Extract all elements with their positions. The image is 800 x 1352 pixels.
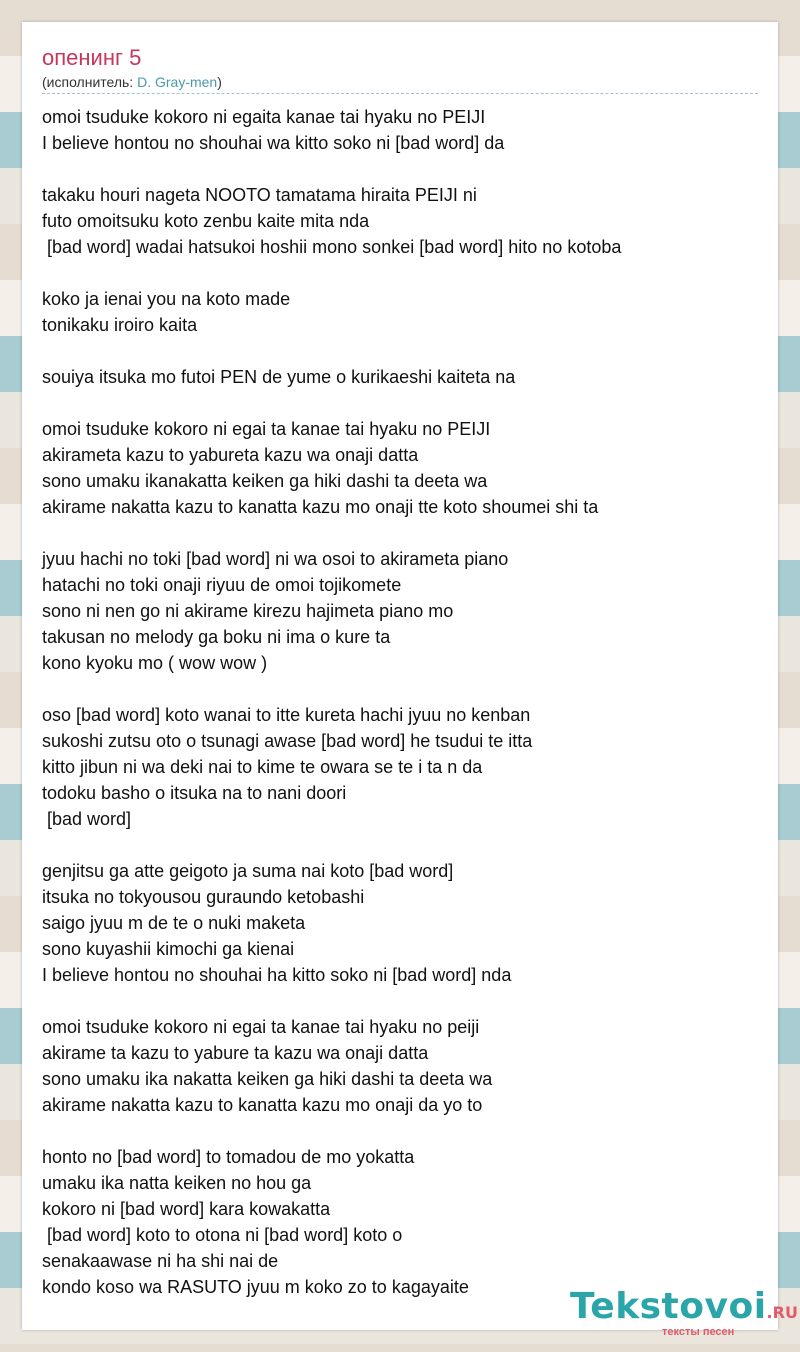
lyric-line: sukoshi zutsu oto o tsunagi awase [bad word] he tsudui te itta: [42, 731, 533, 751]
lyric-line: jyuu hachi no toki [bad word] ni wa osoi to akirameta piano: [42, 549, 509, 569]
lyric-blank-line: [42, 1118, 762, 1144]
lyric-line: genjitsu ga atte geigoto ja suma nai koto [bad word]: [42, 861, 454, 881]
lyric-line: souiya itsuka mo futoi PEN de yume o kurikaeshi kaiteta na: [42, 367, 516, 387]
lyric-blank-line: [42, 988, 762, 1014]
lyric-blank-line: [42, 260, 762, 286]
lyric-line: oso [bad word] koto wanai to itte kureta hachi jyuu no kenban: [42, 705, 531, 725]
lyric-line: takusan no melody ga boku ni ima o kure ta: [42, 627, 391, 647]
lyric-line: akirameta kazu to yabureta kazu wa onaji datta: [42, 445, 419, 465]
logo-tagline: тексты песен: [662, 1326, 735, 1338]
lyric-blank-line: [42, 520, 762, 546]
lyric-line: I believe hontou no shouhai wa kitto soko ni [bad word] da: [42, 133, 505, 153]
song-title: опенинг 5: [42, 45, 142, 70]
lyric-line: saigo jyuu m de te o nuki maketa: [42, 913, 306, 933]
lyric-line: hatachi no toki onaji riyuu de omoi tojikomete: [42, 575, 402, 595]
site-logo: [570, 1286, 798, 1338]
logo-tld: .RU: [766, 1303, 798, 1322]
logo-brand: Tekstovoi: [570, 1286, 767, 1327]
lyric-line: akirame nakatta kazu to kanatta kazu mo onaji tte koto shoumei shi ta: [42, 497, 599, 517]
lyrics-text: [42, 104, 762, 1300]
lyric-line: kitto jibun ni wa deki nai to kime te owara se te i ta n da: [42, 757, 483, 777]
lyric-line: honto no [bad word] to tomadou de mo yokatta: [42, 1147, 415, 1167]
lyric-line: [bad word] wadai hatsukoi hoshii mono sonkei [bad word] hito no kotoba: [42, 237, 622, 257]
lyric-line: umaku ika natta keiken no hou ga: [42, 1173, 312, 1193]
lyric-line: kondo koso wa RASUTO jyuu m koko zo to kagayaite: [42, 1277, 469, 1297]
lyric-line: akirame ta kazu to yabure ta kazu wa onaji datta: [42, 1043, 429, 1063]
lyric-line: I believe hontou no shouhai ha kitto soko ni [bad word] nda: [42, 965, 512, 985]
lyric-line: omoi tsuduke kokoro ni egai ta kanae tai hyaku no peiji: [42, 1017, 480, 1037]
lyric-line: [bad word] koto to otona ni [bad word] koto o: [42, 1225, 403, 1245]
lyric-line: omoi tsuduke kokoro ni egaita kanae tai hyaku no PEIJI: [42, 107, 486, 127]
lyric-blank-line: [42, 338, 762, 364]
lyric-blank-line: [42, 156, 762, 182]
lyric-line: sono umaku ikanakatta keiken ga hiki dashi ta deeta wa: [42, 471, 488, 491]
lyric-blank-line: [42, 390, 762, 416]
lyric-line: kono kyoku mo ( wow wow ): [42, 653, 268, 673]
artist-line: [42, 73, 222, 91]
lyric-line: sono umaku ika nakatta keiken ga hiki dashi ta deeta wa: [42, 1069, 493, 1089]
lyric-line: todoku basho o itsuka na to nani doori: [42, 783, 347, 803]
lyric-blank-line: [42, 832, 762, 858]
lyric-line: akirame nakatta kazu to kanatta kazu mo onaji da yo to: [42, 1095, 483, 1115]
lyric-line: omoi tsuduke kokoro ni egai ta kanae tai hyaku no PEIJI: [42, 419, 491, 439]
lyric-line: tonikaku iroiro kaita: [42, 315, 198, 335]
artist-suffix: ): [217, 74, 222, 90]
lyric-line: sono ni nen go ni akirame kirezu hajimeta piano mo: [42, 601, 454, 621]
lyric-line: kokoro ni [bad word] kara kowakatta: [42, 1199, 331, 1219]
lyric-line: futo omoitsuku koto zenbu kaite mita nda: [42, 211, 370, 231]
lyric-line: itsuka no tokyousou guraundo ketobashi: [42, 887, 365, 907]
lyrics-card: [22, 22, 778, 1330]
lyric-line: [bad word]: [42, 809, 132, 829]
lyric-blank-line: [42, 676, 762, 702]
artist-link[interactable]: D. Gray-men: [137, 74, 218, 90]
artist-prefix: (исполнитель:: [42, 74, 138, 90]
title-divider: [42, 93, 758, 94]
lyric-line: senakaawase ni ha shi nai de: [42, 1251, 279, 1271]
lyric-line: takaku houri nageta NOOTO tamatama hiraita PEIJI ni: [42, 185, 477, 205]
lyric-line: sono kuyashii kimochi ga kienai: [42, 939, 295, 959]
lyric-line: koko ja ienai you na koto made: [42, 289, 291, 309]
